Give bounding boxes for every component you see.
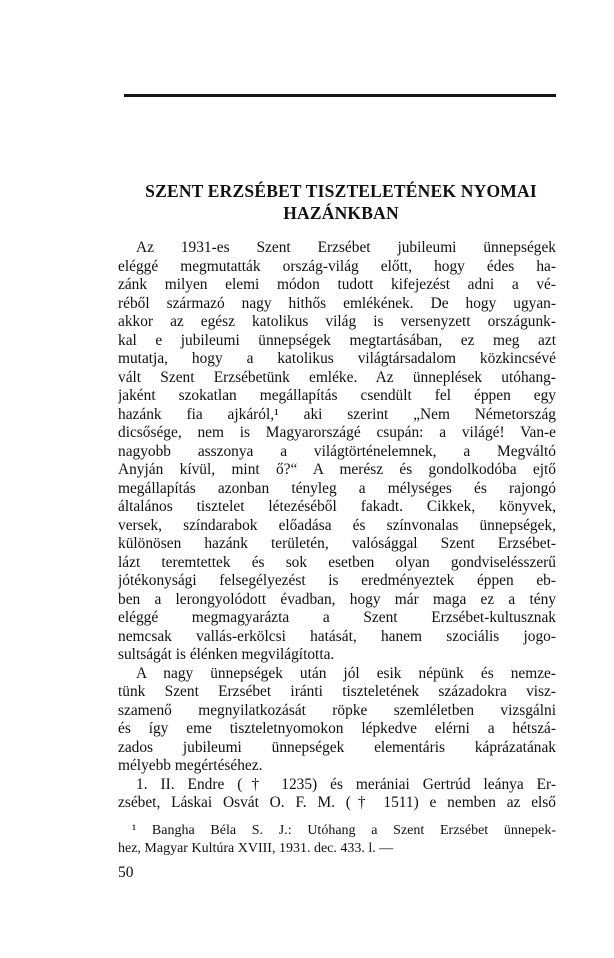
text-line: akkor az egész katolikus világ is versenyzett országunk- (118, 313, 556, 330)
text-line: különösen hazánk területén, valósággal Szent Erzsébet- (118, 535, 556, 552)
text-line: szamenő megnyilatkozását röpke szemléletben vizsgálni (118, 701, 556, 719)
body-text (118, 239, 556, 813)
text-line: réből származó nagy hithős emlékének. De hogy ugyan- (118, 294, 556, 312)
text-line: megállapítás azonban tényleg a mélységes és rajongó (118, 479, 556, 497)
text-line: zados jubileumi ünnepségek elementáris káprázatának (118, 738, 556, 756)
text-line: tünk Szent Erzsébet iránti tiszteletének századokra visz- (118, 683, 556, 700)
text-line: 1. II. Endre († 1235) és merániai Gertrúd leánya Er- (136, 775, 556, 793)
chapter-title (118, 180, 564, 224)
text-line: A nagy ünnepségek után jól esik népünk és nemze- (136, 664, 556, 682)
text-line: ben a lerongyolódott évadban, hogy már maga ez a tény (118, 590, 556, 608)
text-line: lázt teremtettek és sok esetben olyan gondviselésszerű (118, 553, 556, 571)
text-line: általános tisztelet létezéséből fakadt. Cikkek, könyvek, (118, 498, 556, 515)
text-line: mélyebb megértéséhez. (118, 757, 263, 774)
text-line: hazánk fia ajkáról,¹ aki szerint „Nem Németország (118, 405, 556, 423)
text-line: dicsősége, nem is Magyarországé csupán: a világé! Van-e (118, 424, 556, 441)
text-line: és így eme tiszteletnyomokon lépkedve elérni a hétszá- (118, 720, 556, 737)
text-line: nagyobb asszonya a világtörténelemnek, a Megváltó (118, 442, 556, 460)
title-line: SZENT ERZSÉBET TISZTELETÉNEK NYOMAI (145, 181, 537, 201)
text-line: eléggé megmutatták ország-világ előtt, hogy édes ha- (118, 257, 556, 275)
text-line: versek, színdarabok előadása és színvonalas ünnepségek, (118, 516, 556, 534)
text-line: mutatja, hogy a katolikus világtársadalom közkincsévé (118, 350, 556, 367)
text-line: nemcsak vallás-erkölcsi hatását, hanem szociális jogo- (118, 627, 556, 645)
footnote-line: hez, Magyar Kultúra XVIII, 1931. dec. 433. l. — (118, 841, 394, 856)
text-line: Anyján kívül, mint ő?“ A merész és gondolkodóba ejtő (118, 461, 556, 478)
text-line: zsébet, Láskai Osvát O. F. M. († 1511) e nemben az első (118, 794, 556, 811)
title-line: HAZÁNKBAN (283, 203, 399, 223)
header-rule (124, 94, 556, 97)
page-number: 50 (118, 864, 134, 881)
footnote (118, 822, 556, 858)
text-line: jótékonysági felsegélyezést is eredményeztek éppen eb- (118, 572, 556, 589)
text-line: vált Szent Erzsébetünk emléke. Az ünneplések utóhang- (118, 368, 556, 386)
text-line: zánk milyen elemi módon tudott kifejezést adni a vé- (118, 276, 556, 293)
text-line: kal e jubileumi ünnepségek megtartásában, ez meg azt (118, 331, 556, 349)
text-line: eléggé megmagyarázta a Szent Erzsébet-kultusznak (118, 609, 556, 626)
text-line: sultságát is élénken megvilágította. (118, 646, 335, 663)
footnote-line: ¹ Bangha Béla S. J.: Utóhang a Szent Erzsébet ünnepek- (132, 823, 556, 838)
text-line: jaként szokatlan megállapítás csendült fel éppen egy (118, 387, 556, 404)
text-line: Az 1931-es Szent Erzsébet jubileumi ünnepségek (136, 239, 556, 256)
